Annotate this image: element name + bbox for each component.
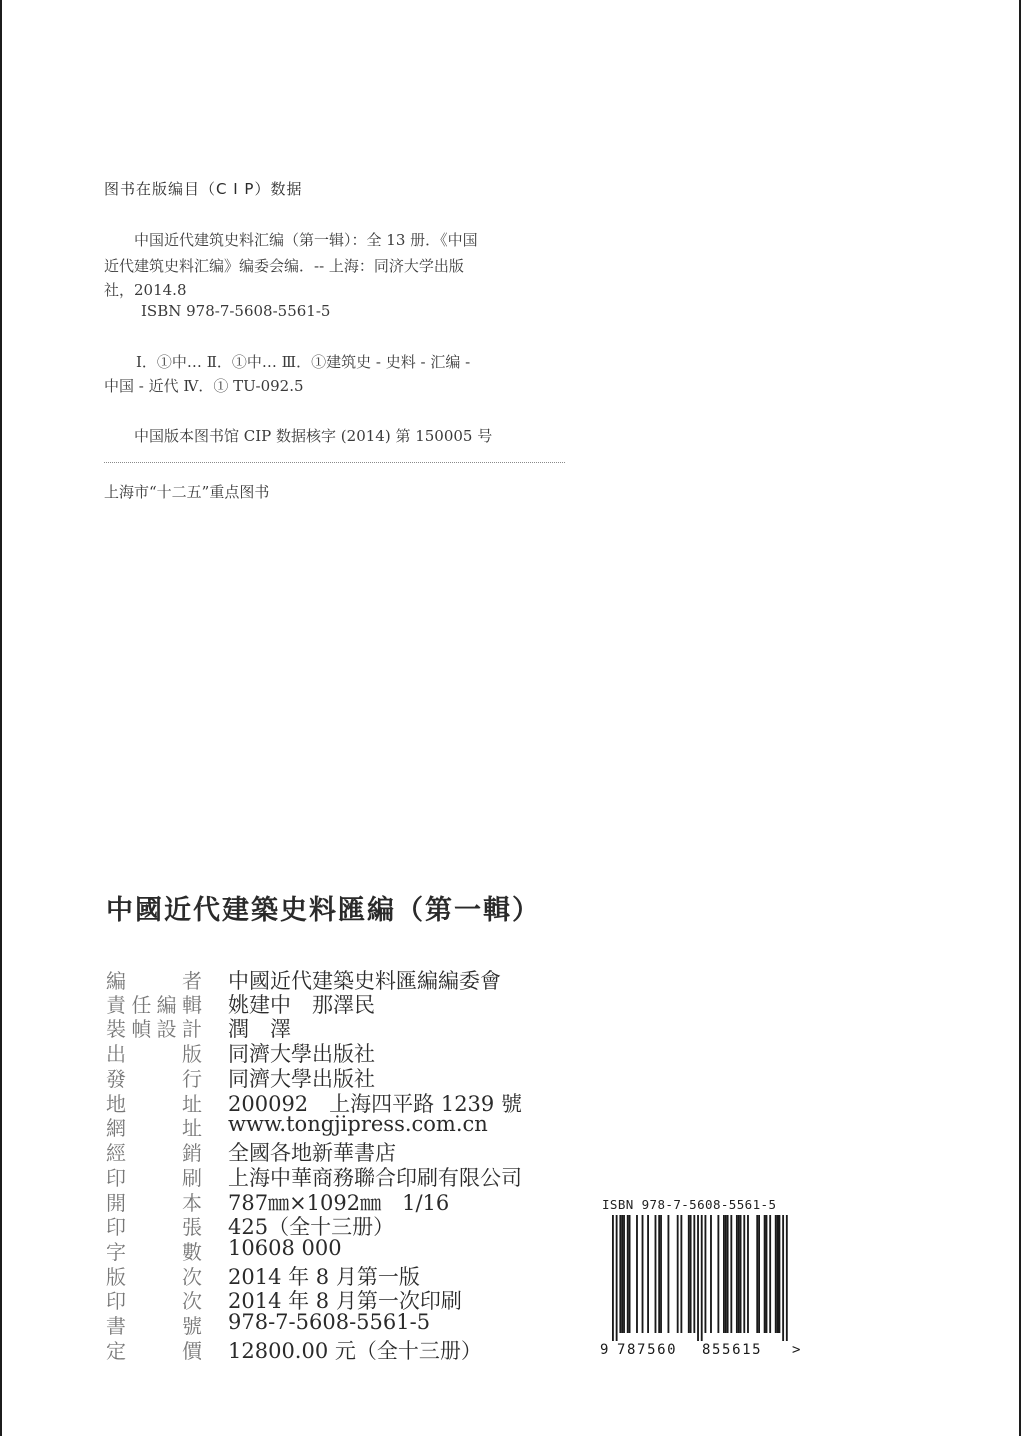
info-value: 12800.00 元（全十三册） xyxy=(228,1339,482,1363)
cip-classification-line: Ⅰ．①中… Ⅱ．①中… Ⅲ．①建筑史 - 史料 - 汇编 - xyxy=(136,353,471,371)
barcode-bar xyxy=(723,1215,725,1333)
barcode-bar xyxy=(740,1215,742,1333)
barcode-bar xyxy=(717,1215,719,1333)
barcode-bar xyxy=(693,1215,695,1333)
cip-line: 中国近代建筑史料汇编（第一辑）：全 13 册．《中国 xyxy=(134,231,478,249)
barcode-bar xyxy=(747,1215,749,1333)
barcode-bar xyxy=(627,1215,629,1333)
barcode-bar xyxy=(775,1215,777,1333)
barcode-digit-first: 9 xyxy=(600,1342,609,1358)
info-label: 網 址 xyxy=(106,1116,202,1140)
info-value: 上海中華商務聯合印刷有限公司 xyxy=(228,1166,522,1190)
barcode-bar xyxy=(629,1215,631,1333)
barcode-bar xyxy=(727,1215,729,1333)
barcode-bar xyxy=(619,1215,621,1333)
barcode-image xyxy=(598,1213,803,1358)
barcode-bar xyxy=(701,1215,703,1341)
barcode-bar xyxy=(725,1215,727,1333)
info-value: 978-7-5608-5561-5 xyxy=(228,1310,431,1334)
barcode-bar xyxy=(690,1215,692,1333)
barcode-bar xyxy=(642,1215,644,1333)
barcode-bar xyxy=(705,1215,707,1333)
barcode-bar xyxy=(756,1215,758,1333)
barcode-bar xyxy=(736,1215,738,1333)
info-value: 全國各地新華書店 xyxy=(228,1141,396,1165)
barcode-bar xyxy=(668,1215,670,1333)
info-label: 印 刷 xyxy=(106,1166,202,1190)
info-value: 200092 上海四平路 1239 號 xyxy=(228,1092,522,1116)
barcode-bar xyxy=(655,1215,657,1333)
cip-heading: 图书在版编目（C I P）数据 xyxy=(104,180,303,198)
barcode-digits-left: 787560 xyxy=(617,1342,678,1358)
barcode-bar xyxy=(636,1215,638,1333)
cip-classification-line: 中国 - 近代 Ⅳ．① TU-092.5 xyxy=(104,377,304,395)
info-value: www.tongjipress.com.cn xyxy=(228,1112,488,1136)
info-label: 印 次 xyxy=(106,1289,202,1313)
barcode-bar xyxy=(621,1215,623,1333)
barcode-bar xyxy=(658,1215,660,1333)
info-value: 中國近代建築史料匯編編委會 xyxy=(228,969,501,993)
barcode-bar xyxy=(758,1215,760,1333)
info-label: 裝幀設計 xyxy=(106,1017,202,1041)
info-label: 地 址 xyxy=(106,1092,202,1116)
info-label: 書 號 xyxy=(106,1314,202,1338)
cip-line: 社，2014.8 xyxy=(104,281,187,299)
page-edge-left xyxy=(0,0,2,1436)
barcode-bar xyxy=(688,1215,690,1333)
info-value: 姚建中 那澤民 xyxy=(228,993,375,1017)
info-value: 2014 年 8 月第一版 xyxy=(228,1265,420,1289)
info-value: 同濟大學出版社 xyxy=(228,1042,375,1066)
cip-record-number: 中国版本图书馆 CIP 数据核字 (2014) 第 150005 号 xyxy=(134,427,493,445)
info-label: 印 張 xyxy=(106,1215,202,1239)
barcode-bar xyxy=(769,1215,771,1333)
info-value: 10608 000 xyxy=(228,1236,342,1260)
info-label: 開 本 xyxy=(106,1191,202,1215)
barcode-bar xyxy=(777,1215,779,1333)
key-book-note: 上海市“十二五”重点图书 xyxy=(104,483,270,501)
barcode-bar xyxy=(738,1215,740,1333)
barcode-marker: > xyxy=(792,1342,801,1358)
info-label: 出 版 xyxy=(106,1042,202,1066)
info-label: 定 價 xyxy=(106,1339,202,1363)
barcode-digits-right: 855615 xyxy=(702,1342,763,1358)
info-label: 字 數 xyxy=(106,1240,202,1264)
info-label: 編 者 xyxy=(106,969,202,993)
book-title: 中國近代建築史料匯編（第一輯） xyxy=(106,895,541,926)
cip-isbn-line: ISBN 978-7-5608-5561-5 xyxy=(141,302,331,320)
barcode-bar xyxy=(697,1215,699,1341)
dotted-divider xyxy=(104,462,565,463)
barcode-bar xyxy=(680,1215,682,1333)
barcode-bar xyxy=(647,1215,649,1333)
info-label: 發 行 xyxy=(106,1067,202,1091)
cip-line: 近代建筑史料汇编》编委会编．-- 上海：同济大学出版 xyxy=(104,257,464,275)
barcode-bar xyxy=(779,1215,781,1333)
info-value: 潤 澤 xyxy=(228,1017,291,1041)
info-label: 責任編輯 xyxy=(106,993,202,1017)
barcode-bar xyxy=(782,1215,784,1341)
barcode-bar xyxy=(786,1215,788,1341)
barcode-bar xyxy=(612,1215,614,1341)
barcode-bar xyxy=(743,1215,745,1333)
barcode-bar xyxy=(623,1215,625,1333)
barcode-bar xyxy=(766,1215,768,1333)
barcode-bar xyxy=(660,1215,662,1333)
barcode-bar xyxy=(616,1215,618,1341)
info-value: 787㎜×1092㎜ 1/16 xyxy=(228,1191,450,1215)
info-value: 同濟大學出版社 xyxy=(228,1067,375,1091)
barcode-bar xyxy=(730,1215,732,1333)
info-label: 版 次 xyxy=(106,1265,202,1289)
barcode-bar xyxy=(677,1215,679,1333)
info-value: 2014 年 8 月第一次印刷 xyxy=(228,1289,462,1313)
isbn-barcode xyxy=(598,1195,803,1360)
info-value: 425（全十三册） xyxy=(228,1215,395,1239)
barcode-bar xyxy=(764,1215,766,1333)
info-label: 經 銷 xyxy=(106,1141,202,1165)
barcode-isbn-text: ISBN 978-7-5608-5561-5 xyxy=(602,1197,777,1212)
barcode-bar xyxy=(710,1215,712,1333)
